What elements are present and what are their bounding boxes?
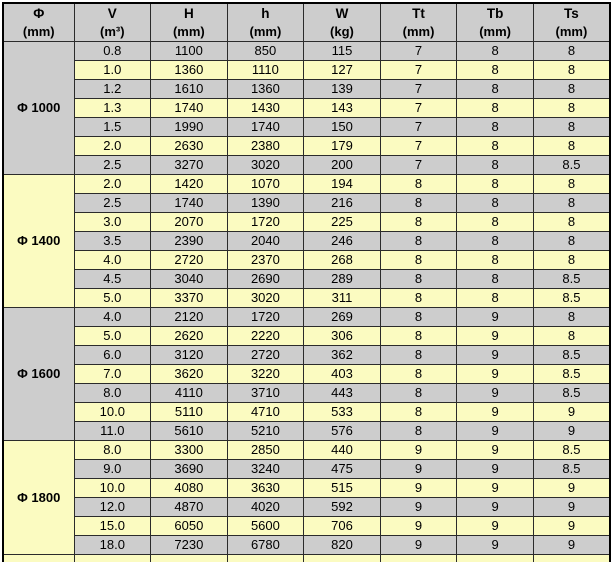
table-row	[3, 289, 610, 308]
cell-Tt: 8	[380, 327, 457, 346]
cell-Tt: 8	[380, 422, 457, 441]
cell-Tt: 8	[380, 213, 457, 232]
cell-h: 3020	[227, 156, 304, 175]
cell-W: 179	[304, 137, 381, 156]
cell-H: 3300	[151, 441, 228, 460]
cell-H: 1610	[151, 80, 228, 99]
cell-Tt: 8	[380, 194, 457, 213]
cell-h: 2220	[227, 327, 304, 346]
cell-Ts: 8	[533, 251, 610, 270]
cell-v: 6.0	[74, 346, 151, 365]
cell-Ts: 9	[533, 517, 610, 536]
cell-Tb: 8	[457, 99, 534, 118]
cell-h: 1360	[227, 80, 304, 99]
table-row	[3, 365, 610, 384]
col-header-W	[304, 3, 381, 42]
cell-Tt: 8	[380, 175, 457, 194]
cell-Tb: 9	[457, 308, 534, 327]
cell-v: 7.0	[74, 365, 151, 384]
group-cell-phi-1600: Φ 1600	[3, 308, 74, 441]
table-row	[3, 194, 610, 213]
col-header-unit: (m³)	[100, 24, 125, 39]
cell-Tb: 9	[457, 346, 534, 365]
table-row	[3, 213, 610, 232]
cell-H: 1990	[151, 118, 228, 137]
cell-v: 1.3	[74, 99, 151, 118]
col-header-symbol: Φ	[33, 6, 45, 21]
cell-Ts: 8.5	[533, 270, 610, 289]
cell-h: 4020	[227, 498, 304, 517]
cell-W: 311	[304, 289, 381, 308]
cell-v: 1.5	[74, 118, 151, 137]
cell-Ts: 8.5	[533, 460, 610, 479]
cell-W: 200	[304, 156, 381, 175]
cell-Ts: 9	[533, 536, 610, 555]
col-header-Tb	[457, 3, 534, 42]
table-row	[3, 536, 610, 555]
cell-Tt: 8	[380, 403, 457, 422]
cell-Tb: 9	[457, 365, 534, 384]
cell-H: 1740	[151, 194, 228, 213]
table-body	[3, 42, 610, 562]
cell-Tt: 8	[380, 270, 457, 289]
cell-h: 2690	[227, 270, 304, 289]
cell-h: 2850	[227, 441, 304, 460]
cell-h: 4710	[227, 403, 304, 422]
cell-Ts: 8.5	[533, 384, 610, 403]
cell-H: 2120	[151, 308, 228, 327]
cell-Ts: 8.5	[533, 346, 610, 365]
cell-Ts: 8	[533, 327, 610, 346]
cell-W: 475	[304, 460, 381, 479]
cell-h: 3240	[227, 460, 304, 479]
cell-Ts: 8.5	[533, 441, 610, 460]
cell-v: 15.0	[74, 517, 151, 536]
cell-W: 143	[304, 99, 381, 118]
cell-Tt: 8	[380, 308, 457, 327]
cell-v: 4.0	[74, 251, 151, 270]
cell-h: 1390	[227, 194, 304, 213]
col-header-symbol: W	[335, 6, 349, 21]
cell-W: 440	[304, 441, 381, 460]
cell-Tb: 9	[457, 479, 534, 498]
cell-W: 576	[304, 422, 381, 441]
cell-Tt: 7	[380, 137, 457, 156]
cell-H: 3120	[151, 346, 228, 365]
cell-Ts: 8	[533, 80, 610, 99]
cell-Tt: 8	[380, 232, 457, 251]
cell-Ts: 8	[533, 42, 610, 61]
cell-W: 150	[304, 118, 381, 137]
cell-Tt: 8	[380, 384, 457, 403]
cell-Tb: 8	[457, 175, 534, 194]
cell-clipped	[3, 555, 74, 562]
col-header-Ts	[533, 3, 610, 42]
cell-clipped	[457, 555, 534, 562]
cell-Tt: 8	[380, 346, 457, 365]
cell-H: 2630	[151, 137, 228, 156]
cell-Ts: 8	[533, 175, 610, 194]
cell-Tt: 9	[380, 479, 457, 498]
cell-Tb: 8	[457, 61, 534, 80]
cell-W: 139	[304, 80, 381, 99]
group-cell-phi-1400: Φ 1400	[3, 175, 74, 308]
table-header	[3, 3, 610, 42]
cell-Tb: 8	[457, 289, 534, 308]
cell-Tb: 9	[457, 327, 534, 346]
table-row	[3, 384, 610, 403]
cell-h: 5210	[227, 422, 304, 441]
cell-h: 1720	[227, 213, 304, 232]
cell-W: 127	[304, 61, 381, 80]
col-header-symbol: Ts	[564, 6, 579, 21]
cell-h: 3220	[227, 365, 304, 384]
col-header-unit: (mm)	[249, 24, 282, 39]
cell-v: 3.5	[74, 232, 151, 251]
table-row	[3, 270, 610, 289]
cell-W: 592	[304, 498, 381, 517]
table-row	[3, 517, 610, 536]
cell-Tb: 9	[457, 517, 534, 536]
table-row	[3, 175, 610, 194]
cell-v: 2.0	[74, 175, 151, 194]
cell-v: 8.0	[74, 441, 151, 460]
cell-H: 3690	[151, 460, 228, 479]
table-row	[3, 42, 610, 61]
table-row	[3, 118, 610, 137]
table-row	[3, 308, 610, 327]
cell-clipped	[74, 555, 151, 562]
cell-Ts: 8.5	[533, 365, 610, 384]
cell-Tt: 9	[380, 460, 457, 479]
cell-Ts: 9	[533, 422, 610, 441]
cell-h: 6780	[227, 536, 304, 555]
cell-H: 6050	[151, 517, 228, 536]
cell-W: 403	[304, 365, 381, 384]
cell-v: 10.0	[74, 403, 151, 422]
cell-h: 2380	[227, 137, 304, 156]
cell-Tt: 9	[380, 536, 457, 555]
table-row	[3, 479, 610, 498]
cell-Ts: 8	[533, 137, 610, 156]
col-header-H	[151, 3, 228, 42]
cell-H: 4870	[151, 498, 228, 517]
cell-H: 2620	[151, 327, 228, 346]
cell-Tb: 8	[457, 232, 534, 251]
cell-Ts: 9	[533, 498, 610, 517]
cell-Tt: 7	[380, 42, 457, 61]
col-header-symbol: V	[107, 6, 117, 21]
cell-Tb: 9	[457, 384, 534, 403]
cell-H: 1360	[151, 61, 228, 80]
cell-v: 8.0	[74, 384, 151, 403]
cell-v: 18.0	[74, 536, 151, 555]
cell-Ts: 9	[533, 479, 610, 498]
cell-Tb: 8	[457, 137, 534, 156]
group-cell-phi-1800: Φ 1800	[3, 441, 74, 555]
cell-W: 443	[304, 384, 381, 403]
col-header-symbol: H	[183, 6, 194, 21]
cell-Tb: 9	[457, 498, 534, 517]
cell-H: 2720	[151, 251, 228, 270]
cell-W: 194	[304, 175, 381, 194]
table-row	[3, 251, 610, 270]
cell-v: 4.5	[74, 270, 151, 289]
cell-v: 9.0	[74, 460, 151, 479]
table-row	[3, 232, 610, 251]
cell-W: 246	[304, 232, 381, 251]
cell-v: 2.0	[74, 137, 151, 156]
cell-H: 2070	[151, 213, 228, 232]
tank-spec-table	[2, 2, 611, 562]
cell-h: 1720	[227, 308, 304, 327]
cell-clipped	[533, 555, 610, 562]
cell-W: 216	[304, 194, 381, 213]
table-row	[3, 403, 610, 422]
cell-H: 1420	[151, 175, 228, 194]
cell-Ts: 8	[533, 61, 610, 80]
cell-H: 3620	[151, 365, 228, 384]
cell-W: 820	[304, 536, 381, 555]
cell-H: 4080	[151, 479, 228, 498]
cell-Ts: 9	[533, 403, 610, 422]
cell-Tt: 7	[380, 156, 457, 175]
cell-W: 706	[304, 517, 381, 536]
cell-h: 3020	[227, 289, 304, 308]
table-row	[3, 498, 610, 517]
col-header-v	[74, 3, 151, 42]
cell-H: 1100	[151, 42, 228, 61]
table-row	[3, 80, 610, 99]
clipped-partial-row	[3, 555, 610, 562]
cell-Tt: 8	[380, 289, 457, 308]
cell-W: 306	[304, 327, 381, 346]
cell-Ts: 8	[533, 194, 610, 213]
cell-h: 2370	[227, 251, 304, 270]
cell-H: 5110	[151, 403, 228, 422]
cell-h: 1430	[227, 99, 304, 118]
cell-Tb: 9	[457, 422, 534, 441]
cell-Tb: 8	[457, 42, 534, 61]
cell-W: 225	[304, 213, 381, 232]
cell-v: 5.0	[74, 327, 151, 346]
cell-Ts: 8	[533, 118, 610, 137]
table-row	[3, 99, 610, 118]
cell-Ts: 8	[533, 232, 610, 251]
cell-Ts: 8	[533, 213, 610, 232]
cell-H: 5610	[151, 422, 228, 441]
cell-v: 2.5	[74, 194, 151, 213]
cell-H: 3040	[151, 270, 228, 289]
cell-h: 1070	[227, 175, 304, 194]
cell-h: 850	[227, 42, 304, 61]
cell-Tt: 9	[380, 441, 457, 460]
cell-Tb: 9	[457, 460, 534, 479]
cell-Tt: 7	[380, 118, 457, 137]
cell-W: 269	[304, 308, 381, 327]
col-header-unit: (mm)	[22, 24, 55, 39]
cell-v: 1.0	[74, 61, 151, 80]
table-row	[3, 156, 610, 175]
cell-H: 3270	[151, 156, 228, 175]
cell-Tb: 8	[457, 251, 534, 270]
cell-Tb: 8	[457, 156, 534, 175]
cell-clipped	[304, 555, 381, 562]
cell-Tb: 8	[457, 270, 534, 289]
col-header-unit: (mm)	[555, 24, 588, 39]
cell-v: 12.0	[74, 498, 151, 517]
cell-Tb: 9	[457, 441, 534, 460]
cell-Tt: 7	[380, 80, 457, 99]
cell-W: 289	[304, 270, 381, 289]
cell-H: 3370	[151, 289, 228, 308]
cell-clipped	[151, 555, 228, 562]
table-row	[3, 460, 610, 479]
cell-H: 7230	[151, 536, 228, 555]
cell-Tt: 7	[380, 99, 457, 118]
table-row	[3, 441, 610, 460]
cell-W: 515	[304, 479, 381, 498]
cell-Tt: 8	[380, 251, 457, 270]
cell-v: 4.0	[74, 308, 151, 327]
cell-Tt: 8	[380, 365, 457, 384]
cell-clipped	[380, 555, 457, 562]
cell-W: 362	[304, 346, 381, 365]
cell-h: 1740	[227, 118, 304, 137]
cell-Tb: 8	[457, 80, 534, 99]
cell-v: 11.0	[74, 422, 151, 441]
cell-Ts: 8	[533, 308, 610, 327]
cell-Tb: 8	[457, 194, 534, 213]
cell-v: 2.5	[74, 156, 151, 175]
cell-Tt: 9	[380, 498, 457, 517]
cell-Ts: 8	[533, 99, 610, 118]
col-header-symbol: h	[261, 6, 270, 21]
cell-clipped	[227, 555, 304, 562]
cell-Ts: 8.5	[533, 156, 610, 175]
col-header-unit: (kg)	[330, 24, 354, 39]
table-row	[3, 137, 610, 156]
cell-Tb: 9	[457, 403, 534, 422]
col-header-phi	[3, 3, 74, 42]
cell-v: 5.0	[74, 289, 151, 308]
cell-W: 533	[304, 403, 381, 422]
cell-v: 10.0	[74, 479, 151, 498]
col-header-unit: (mm)	[172, 24, 205, 39]
col-header-unit: (mm)	[479, 24, 511, 39]
cell-v: 1.2	[74, 80, 151, 99]
cell-H: 2390	[151, 232, 228, 251]
header-row	[3, 3, 610, 42]
cell-H: 1740	[151, 99, 228, 118]
cell-Tt: 9	[380, 517, 457, 536]
col-header-symbol: Tt	[412, 6, 425, 21]
cell-h: 1110	[227, 61, 304, 80]
cell-Tb: 8	[457, 118, 534, 137]
cell-H: 4110	[151, 384, 228, 403]
cell-v: 0.8	[74, 42, 151, 61]
table-row	[3, 327, 610, 346]
cell-v: 3.0	[74, 213, 151, 232]
table-row	[3, 61, 610, 80]
cell-h: 5600	[227, 517, 304, 536]
cell-W: 268	[304, 251, 381, 270]
cell-Tb: 9	[457, 536, 534, 555]
col-header-Tt	[380, 3, 457, 42]
cell-Tb: 8	[457, 213, 534, 232]
cell-h: 3630	[227, 479, 304, 498]
table-row	[3, 346, 610, 365]
col-header-h	[227, 3, 304, 42]
cell-Ts: 8.5	[533, 289, 610, 308]
cell-Tt: 7	[380, 61, 457, 80]
cell-h: 2040	[227, 232, 304, 251]
table-row	[3, 422, 610, 441]
cell-h: 2720	[227, 346, 304, 365]
group-cell-phi-1000: Φ 1000	[3, 42, 74, 175]
cell-W: 115	[304, 42, 381, 61]
cell-h: 3710	[227, 384, 304, 403]
col-header-unit: (mm)	[402, 24, 435, 39]
col-header-symbol: Tb	[486, 6, 504, 21]
